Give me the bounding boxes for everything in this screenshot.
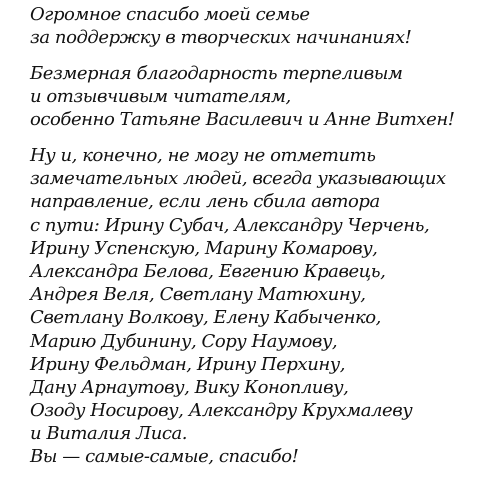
text-line: и Виталия Лиса. xyxy=(30,423,188,445)
text-line: Огромное спасибо моей семье xyxy=(30,4,310,25)
text-line: Ирину Фельдман, Ирину Перхину, xyxy=(30,353,346,375)
text-line: Ирину Успенскую, Марину Комарову, xyxy=(30,237,378,259)
text-line: Ну и, конечно, не могу не отметить xyxy=(30,145,376,166)
text-line: замечательных людей, всегда указывающих xyxy=(30,168,446,190)
text-line: Озоду Носирову, Александру Крухмалеву xyxy=(30,400,413,422)
text-line: Александра Белова, Евгению Кравець, xyxy=(30,260,386,282)
text-line: и отзывчивым читателям, xyxy=(30,86,291,108)
text-line: направление, если лень сбила автора xyxy=(30,191,380,213)
text-line: за поддержку в творческих начинаниях! xyxy=(30,27,412,49)
text-line: Дану Арнаутову, Вику Конопливу, xyxy=(30,376,349,398)
family-thanks-paragraph xyxy=(30,3,495,49)
colleagues-thanks-paragraph xyxy=(30,144,495,469)
text-line: Марию Дубинину, Сору Наумову, xyxy=(30,330,338,352)
readers-thanks-paragraph xyxy=(30,62,495,132)
text-line: с пути: Ирину Субач, Александру Черчень, xyxy=(30,214,430,236)
text-line: Светлану Волкову, Елену Кабыченко, xyxy=(30,307,381,329)
text-line: Безмерная благодарность терпеливым xyxy=(30,63,403,84)
text-line: особенно Татьяне Василевич и Анне Витхен! xyxy=(30,109,455,131)
text-line: Вы — самые-самые, спасибо! xyxy=(30,446,299,468)
text-line: Андрея Веля, Светлану Матюхину, xyxy=(30,284,366,306)
